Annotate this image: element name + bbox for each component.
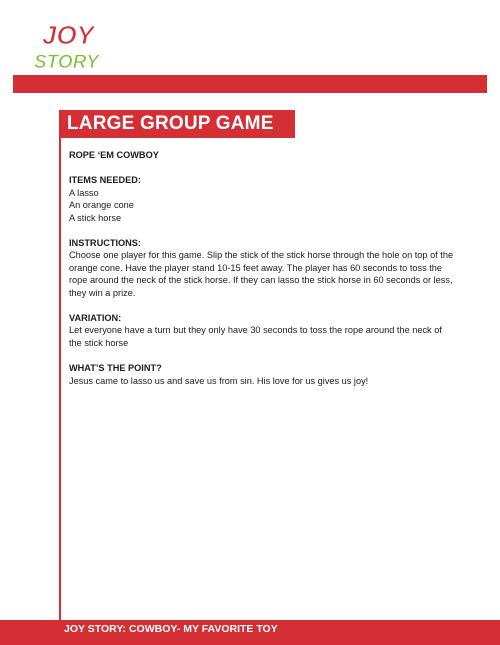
item-line: A lasso (69, 187, 99, 198)
logo-joy-text: JOY (42, 20, 95, 50)
page-title: LARGE GROUP GAME (59, 110, 295, 138)
items-heading: ITEMS NEEDED: (69, 175, 141, 186)
variation-section (69, 312, 455, 349)
instructions-section (69, 237, 455, 299)
point-heading: WHAT’S THE POINT? (69, 363, 162, 374)
footer: JOY STORY: COWBOY- MY FAVORITE TOY (0, 620, 500, 645)
left-rule (59, 136, 61, 620)
point-text: Jesus came to lasso us and save us from sin. His love for us gives us joy! (69, 375, 369, 386)
item-line: A stick horse (69, 212, 122, 223)
joy-story-logo (34, 20, 114, 72)
point-section (69, 362, 455, 387)
logo-story-text: STORY (34, 52, 99, 72)
content (69, 149, 455, 400)
instructions-text: Choose one player for this game. Slip the stick of the stick horse through the hole on top of the orange cone. Have the player stand 10-15 feet away. The player has 60 seconds to toss the rope around the neck of the stick horse. If they can lasso the stick horse in 60 seconds or less, they win a prize. (69, 250, 454, 298)
variation-text: Let everyone have a turn but they only have 30 seconds to toss the rope around the neck of the stick horse (69, 325, 442, 348)
item-line: An orange cone (69, 200, 134, 211)
header-bar (13, 75, 487, 93)
items-section (69, 174, 455, 224)
variation-heading: VARIATION: (69, 313, 122, 324)
game-name: ROPE ‘EM COWBOY (69, 150, 159, 160)
instructions-heading: INSTRUCTIONS: (69, 238, 141, 249)
